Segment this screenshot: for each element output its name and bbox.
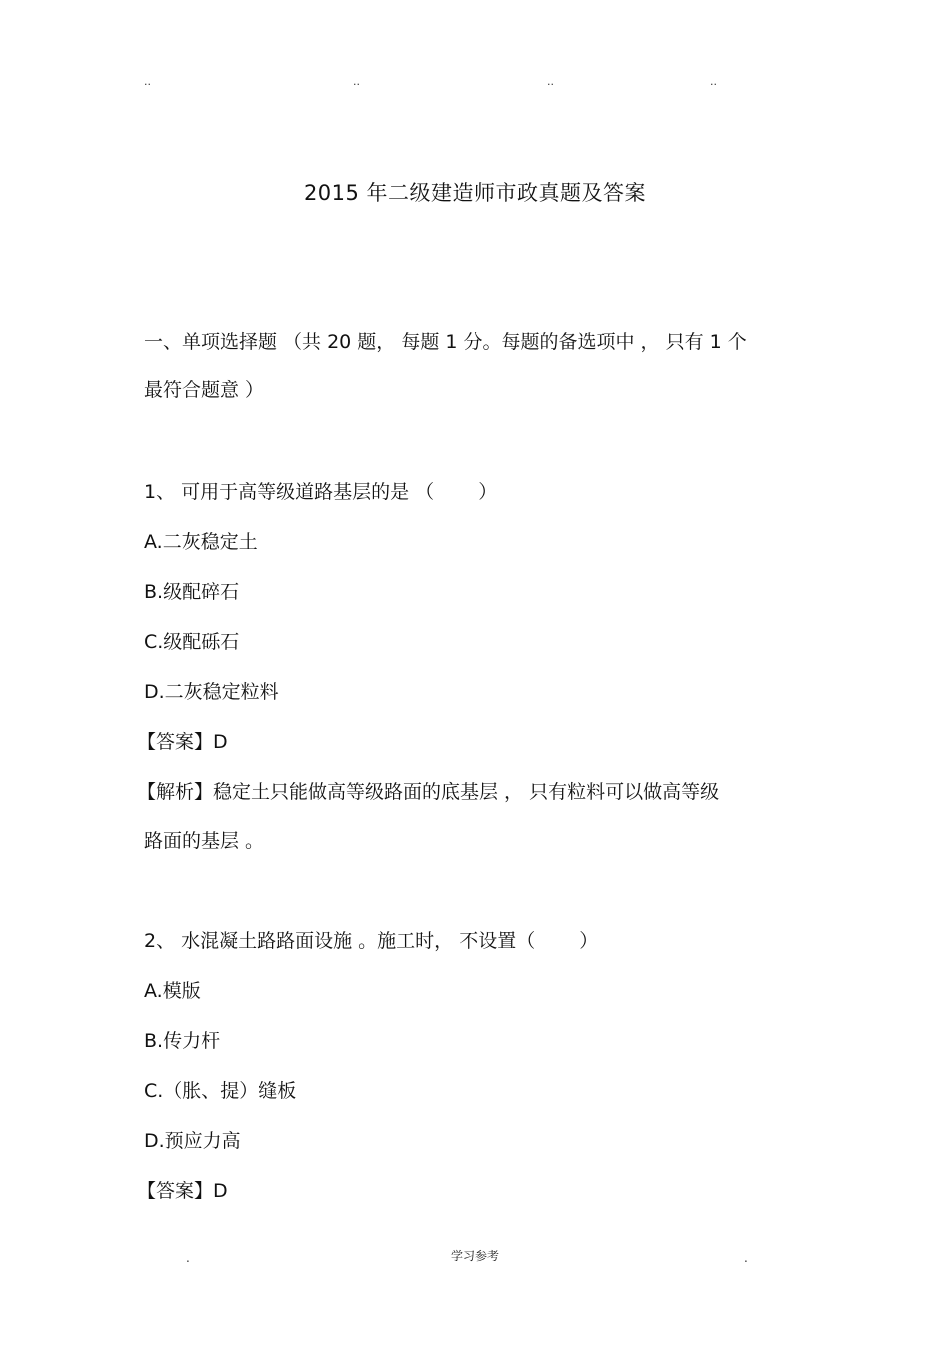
header-mark-2: .. (353, 75, 360, 88)
question-1-stem: 1、 可用于高等级道路基层的是 （ ） (144, 481, 498, 503)
question-1-option-c: C.级配砾石 (144, 631, 240, 653)
page-title: 2015 年二级建造师市政真题及答案 (303, 181, 647, 205)
question-2-answer: 【答案】D (137, 1180, 228, 1202)
question-2-option-d: D.预应力高 (144, 1130, 241, 1152)
question-1-option-d: D.二灰稳定粒料 (144, 681, 279, 703)
footer-right-mark: . (744, 1251, 748, 1265)
question-2-option-a: A.模版 (144, 980, 201, 1002)
question-1-analysis-line-1: 【解析】稳定土只能做高等级路面的底基层 ， 只有粒料可以做高等级 (137, 781, 720, 803)
header-mark-4: .. (710, 75, 717, 88)
section-heading-line-2: 最符合题意 ） (144, 379, 265, 401)
question-1-option-a: A.二灰稳定土 (144, 531, 258, 553)
question-1-option-b: B.级配碎石 (144, 581, 240, 603)
header-mark-1: .. (144, 75, 151, 88)
question-1-analysis-line-2: 路面的基层 。 (144, 830, 265, 852)
question-2-stem: 2、 水混凝土路路面设施 。施工时， 不设置（ ） (144, 930, 599, 952)
question-1-answer: 【答案】D (137, 731, 228, 753)
footer-caption: 学习参考 (450, 1249, 499, 1263)
section-heading-line-1: 一、单项选择题 （共 20 题， 每题 1 分。每题的备选项中 ， 只有 1 个 (144, 331, 747, 353)
question-2-option-c: C.（胀、提）缝板 (144, 1080, 297, 1102)
footer-left-mark: . (186, 1251, 190, 1265)
header-mark-3: .. (547, 75, 554, 88)
question-2-option-b: B.传力杆 (144, 1030, 221, 1052)
